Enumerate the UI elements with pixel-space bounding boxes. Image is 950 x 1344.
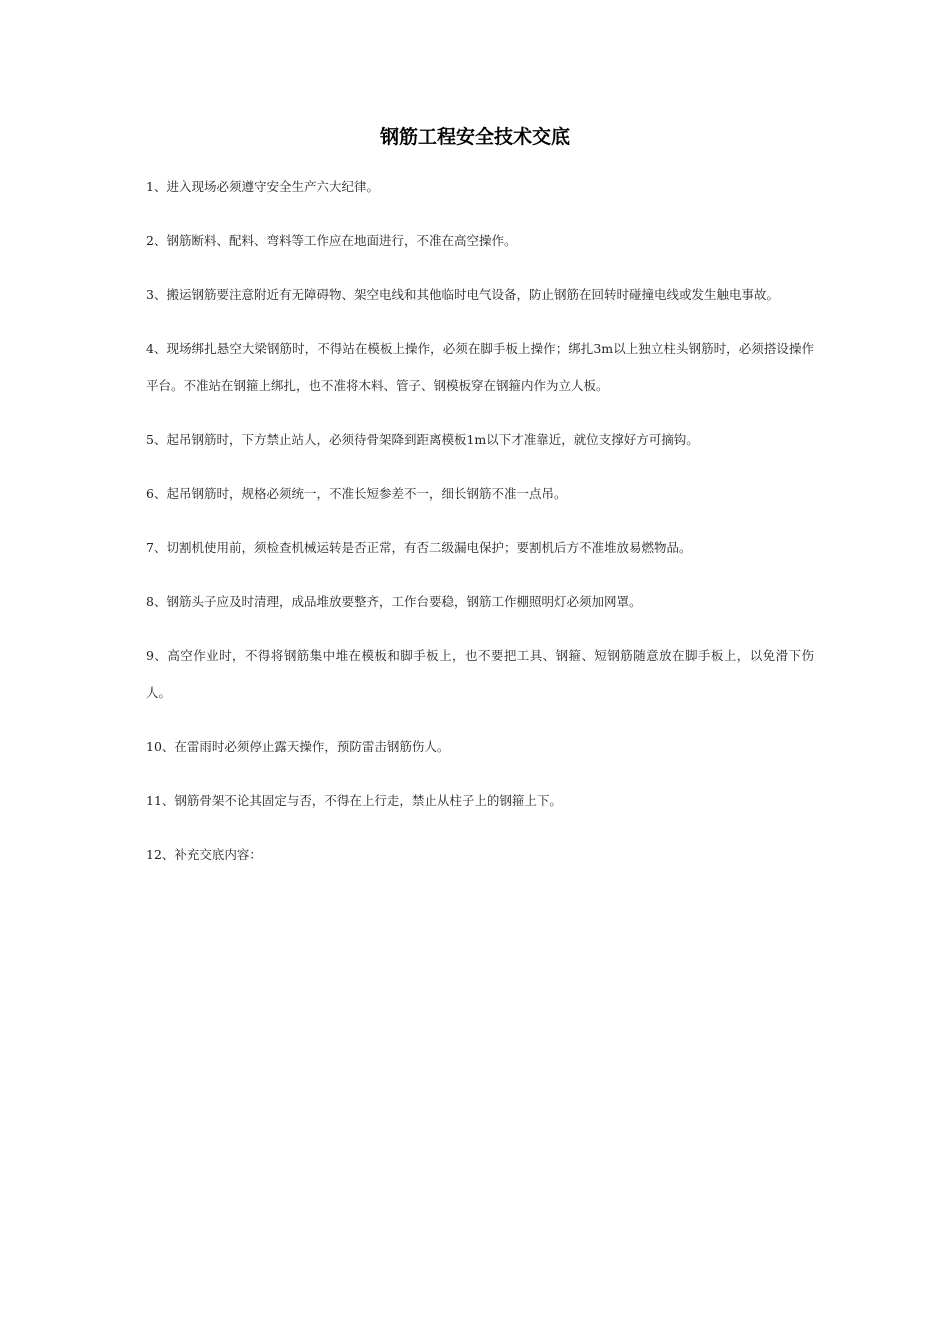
list-item: 4、现场绑扎悬空大梁钢筋时，不得站在模板上操作，必须在脚手板上操作；绑扎3m以上独立柱头钢筋时，必须搭设操作平台。不准站在钢箍上绑扎，也不准将木料、管子、钢模板穿在钢箍内作为立人板。 xyxy=(146,341,814,393)
list-item: 6、起吊钢筋时，规格必须统一，不准长短参差不一，细长钢筋不准一点吊。 xyxy=(146,486,567,501)
document-title: 钢筋工程安全技术交底 xyxy=(379,126,570,148)
list-item: 1、进入现场必须遵守安全生产六大纪律。 xyxy=(146,179,379,194)
list-item: 2、钢筋断料、配料、弯料等工作应在地面进行，不准在高空操作。 xyxy=(146,233,517,248)
list-item: 7、切割机使用前，须检查机械运转是否正常，有否二级漏电保护；要割机后方不准堆放易燃物品。 xyxy=(146,540,692,555)
list-item: 5、起吊钢筋时，下方禁止站人，必须待骨架降到距离模板1m以下才准靠近，就位支撑好方可摘钩。 xyxy=(146,432,699,447)
safety-item-list xyxy=(146,168,814,890)
list-item: 11、钢筋骨架不论其固定与否，不得在上行走，禁止从柱子上的钢箍上下。 xyxy=(146,793,562,808)
list-item: 3、搬运钢筋要注意附近有无障碍物、架空电线和其他临时电气设备，防止钢筋在回转时碰撞电线或发生触电事故。 xyxy=(146,287,779,302)
list-item: 12、补充交底内容： xyxy=(146,847,262,862)
list-item: 10、在雷雨时必须停止露天操作，预防雷击钢筋伤人。 xyxy=(146,739,450,754)
list-item: 9、高空作业时，不得将钢筋集中堆在模板和脚手板上，也不要把工具、钢箍、短钢筋随意放在脚手板上，以免滑下伤人。 xyxy=(146,648,814,700)
list-item: 8、钢筋头子应及时清理，成品堆放要整齐，工作台要稳，钢筋工作棚照明灯必须加网罩。 xyxy=(146,594,642,609)
